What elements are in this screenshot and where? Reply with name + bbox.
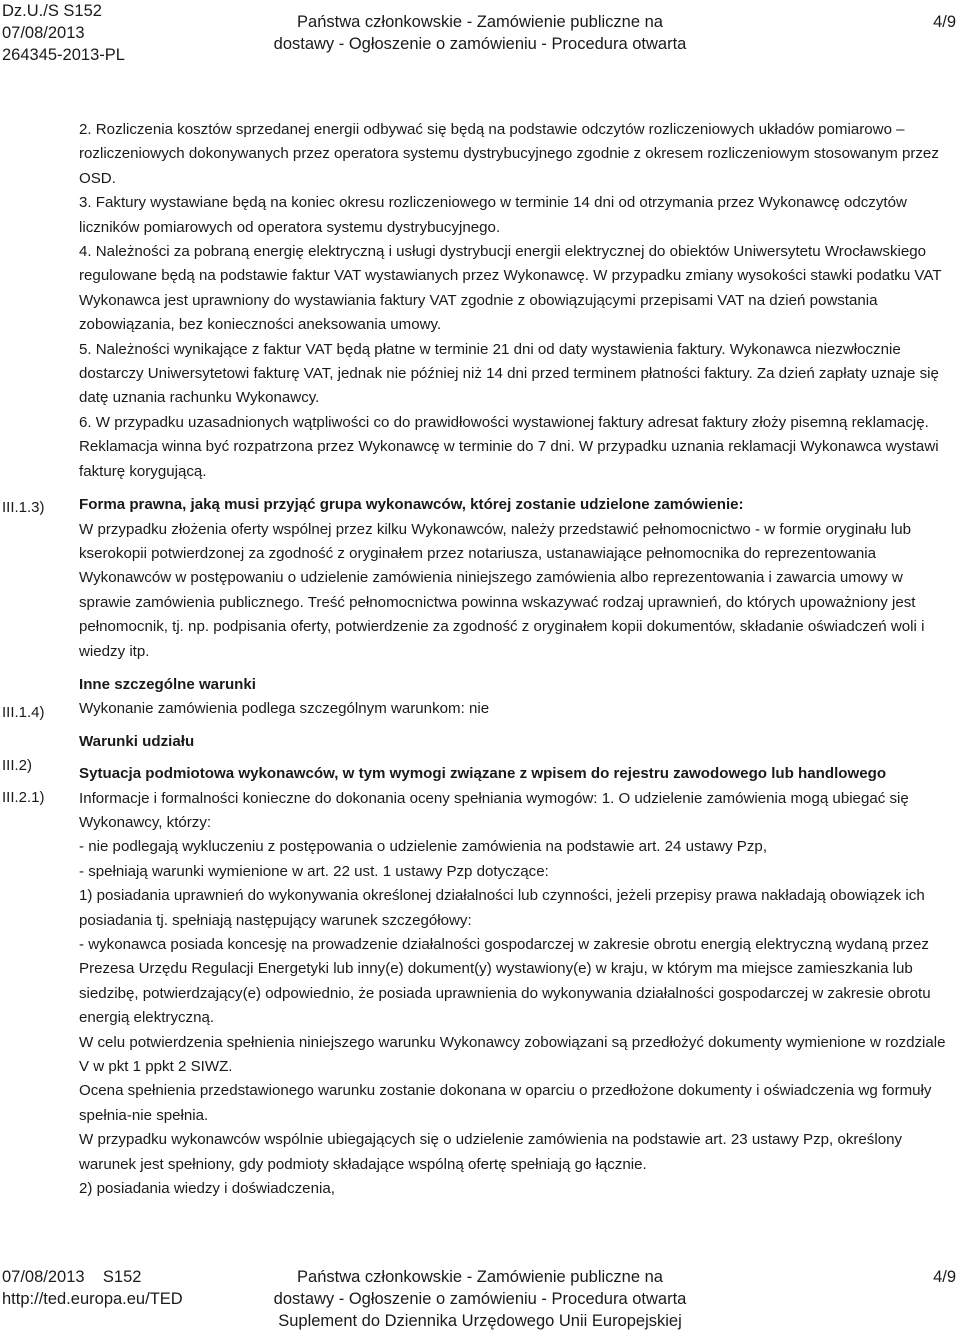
footer-title-line-1: Państwa członkowskie - Zamówienie publiczne na [297, 1268, 663, 1286]
paragraph: W celu potwierdzenia spełnienia niniejszego warunku Wykonawcy zobowiązani są przedłożyć dokumenty wymienione w rozdziale V w pkt 1 ppkt 2 SIWZ. [79, 1033, 946, 1076]
section-heading: Sytuacja podmiotowa wykonawców, w tym wymogi związane z wpisem do rejestru zawodowego lub handlowego [79, 765, 887, 783]
paragraph: 1) posiadania uprawnień do wykonywania określonej działalności lub czynności, jeżeli przepisy prawa nakładają obowiązek ich posiadania tj. spełniają następujący warunek szczegółowy: [79, 887, 925, 929]
paragraph: - wykonawca posiada koncesję na prowadzenie działalności gospodarczej w zakresie obrotu energią elektryczną wydaną przez Prezesa Urzędu Regulacji Energetyki lub inny(e) dokument(y) wystawiony(e) w kraju, w którym ma miejsce zamieszkania lub siedzibę, potwierdzający(e) odpowiednio, że posiada uprawnienia do wykonywania działalności gospodarczej w zakresie obrotu energią elektryczną. [79, 936, 931, 1027]
paragraph: Ocena spełnienia przedstawionego warunku zostanie dokonana w oparciu o przedłożone dokumenty i oświadczenia wg formuły spełnia-nie spełnia. [79, 1082, 932, 1124]
section-label-iii-1-4: III.1.4) [2, 704, 45, 721]
paragraph: Wykonanie zamówienia podlega szczególnym warunkom: nie [79, 700, 490, 718]
footer-title [0, 1266, 960, 1332]
document-body [79, 118, 955, 1201]
header-title-line-2: dostawy - Ogłoszenie o zamówieniu - Procedura otwarta [273, 35, 687, 53]
section-heading: Inne szczególne warunki [79, 675, 256, 693]
footer-title-line-2: dostawy - Ogłoszenie o zamówieniu - Procedura otwarta [273, 1290, 687, 1308]
publication-date: 07/08/2013 [2, 24, 85, 42]
section-label-iii-1-3: III.1.3) [2, 499, 45, 516]
header-title-line-1: Państwa członkowskie - Zamówienie publiczne na [297, 13, 663, 31]
paragraph: 5. Należności wynikające z faktur VAT będą płatne w terminie 21 dni od daty wystawienia faktury. Wykonawca niezwłocznie dostarczy Uniwersytetowi fakturę VAT, jednak nie później niż 14 dni przed terminem płatności faktury. Za dzień zapłaty uznaje się datę uznania rachunku Wykonawcy. [79, 340, 939, 407]
paragraph: Informacje i formalności konieczne do dokonania oceny spełniania wymogów: 1. O udzielenie zamówienia mogą ubiegać się Wykonawcy, którzy: [79, 789, 909, 831]
header-page-number: 4/9 [933, 13, 956, 31]
paragraph: 2. Rozliczenia kosztów sprzedanej energii odbywać się będą na podstawie odczytów rozliczeniowych układów pomiarowo – rozliczeniowych dokonywanych przez operatora systemu dystrybucyjnego zgodnie z okresem rozliczeniowym stosowanym przez OSD. [79, 121, 939, 187]
footer-url-link[interactable]: http://ted.europa.eu/TED [2, 1290, 183, 1308]
paragraph: 4. Należności za pobraną energię elektryczną i usługi dystrybucji energii elektrycznej do obiektów Uniwersytetu Wrocławskiego regulowane będą na podstawie faktur VAT wystawianych przez Wykonawcę. W przypadku zmiany wysokości stawki podatku VAT Wykonawca jest uprawniony do wystawiania faktury VAT zgodnie z obowiązującymi przepisami VAT na dzień powstania zobowiązania, bez konieczności aneksowania umowy. [79, 243, 942, 334]
footer-date-issue: 07/08/2013 S152 [2, 1268, 142, 1286]
header-title [0, 11, 960, 55]
paragraph: W przypadku złożenia oferty wspólnej przez kilku Wykonawców, należy przedstawić pełnomocnictwo - w formie oryginału lub kserokopii potwierdzonej za zgodność z oryginałem przez notariusza, ustanawiające pełnomocnika do reprezentowania Wykonawców w postępowaniu o udzielenie zamówienia niniejszego zamówienia albo reprezentowania i zawarcia umowy w sprawie zamówienia publicznego. Treść pełnomocnictwa powinna wskazywać rodzaj uprawnień, do których upoważniony jest pełnomocnik, tj. np. podpisania oferty, potwierdzenie za zgodność z oryginałem kopii dokumentów, składanie oświadczeń woli i wiedzy itp. [79, 520, 925, 660]
journal-issue: Dz.U./S S152 [2, 2, 102, 20]
paragraph: 2) posiadania wiedzy i doświadczenia, [79, 1180, 335, 1198]
footer-title-line-3: Suplement do Dziennika Urzędowego Unii Europejskiej [278, 1312, 682, 1330]
paragraph: W przypadku wykonawców wspólnie ubiegających się o udzielenie zamówienia na podstawie art. 23 ustawy Pzp, określony warunek jest spełniony, gdy podmioty składające wspólną ofertę spełniają go łącznie. [79, 1131, 903, 1173]
footer-page-number: 4/9 [933, 1268, 956, 1286]
section-heading: Forma prawna, jaką musi przyjąć grupa wykonawców, której zostanie udzielone zamówienie: [79, 496, 744, 514]
paragraph: - spełniają warunki wymienione w art. 22 ust. 1 ustawy Pzp dotyczące: [79, 862, 549, 880]
paragraph: - nie podlegają wykluczeniu z postępowania o udzielenie zamówienia na podstawie art. 24 ustawy Pzp, [79, 838, 768, 856]
section-label-iii-2-1: III.2.1) [2, 789, 45, 806]
paragraph: 3. Faktury wystawiane będą na koniec okresu rozliczeniowego w terminie 14 dni od otrzymania przez Wykonawcę odczytów liczników pomiarowych od operatora systemu dystrybucyjnego. [79, 194, 907, 236]
paragraph: 6. W przypadku uzasadnionych wątpliwości co do prawidłowości wystawionej faktury adresat faktury złoży pisemną reklamację. Reklamacja winna być rozpatrzona przez Wykonawcę w terminie do 7 dni. W przypadku uznania reklamacji Wykonawca wystawi fakturę korygującą. [79, 413, 939, 480]
notice-number: 264345-2013-PL [2, 46, 125, 64]
section-label-iii-2: III.2) [2, 757, 33, 774]
section-heading: Warunki udziału [79, 732, 195, 750]
